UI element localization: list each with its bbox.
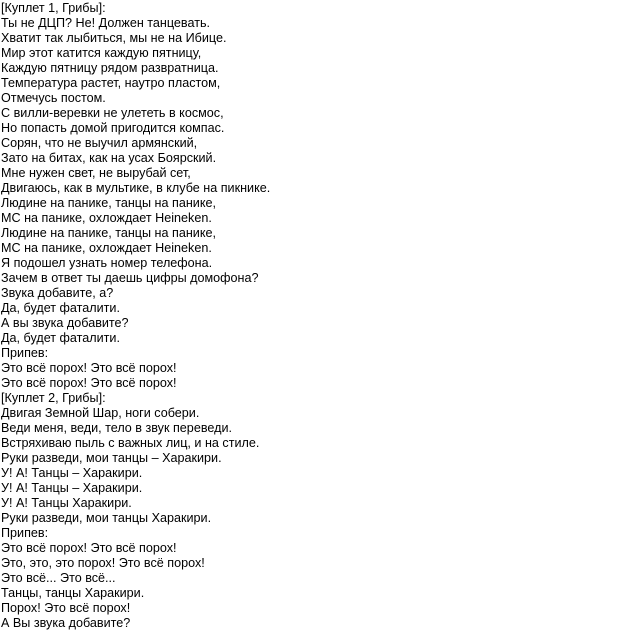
lyric-line: Мне нужен свет, не вырубай сет,	[1, 166, 191, 180]
lyric-line: Встряхиваю пыль с важных лиц, и на стиле.	[1, 436, 260, 450]
lyric-line: Отмечусь постом.	[1, 91, 106, 105]
lyric-line: Да, будет фаталити.	[1, 331, 120, 345]
lyric-line: Хватит так лыбиться, мы не на Ибице.	[1, 31, 227, 45]
lyric-line: Порох! Это всё порох!	[1, 601, 131, 615]
lyric-line: Людине на панике, танцы на панике,	[1, 226, 216, 240]
lyric-line: С вилли-веревки не улететь в космос,	[1, 106, 224, 120]
lyric-line: Двигаюсь, как в мультике, в клубе на пикнике.	[1, 181, 271, 195]
lyric-line: Припев:	[1, 526, 49, 540]
lyric-line: Зато на битах, как на усах Боярский.	[1, 151, 217, 165]
lyric-line: Да, будет фаталити.	[1, 301, 120, 315]
lyric-line: Припев:	[1, 346, 49, 360]
lyrics-text	[1, 1, 270, 631]
lyric-line: У! А! Танцы – Харакири.	[1, 466, 143, 480]
lyric-line: Танцы, танцы Харакири.	[1, 586, 145, 600]
lyric-line: [Куплет 1, Грибы]:	[1, 1, 106, 15]
lyric-line: Двигая Земной Шар, ноги собери.	[1, 406, 200, 420]
lyric-line: МС на панике, охлождает Heineken.	[1, 241, 212, 255]
lyric-line: Я подошел узнать номер телефона.	[1, 256, 213, 270]
lyric-line: Руки разведи, мои танцы Харакири.	[1, 511, 212, 525]
lyric-line: Звука добавите, а?	[1, 286, 114, 300]
lyric-line: Это всё порох! Это всё порох!	[1, 541, 177, 555]
lyric-line: Температура растет, наутро пластом,	[1, 76, 221, 90]
lyric-line: А вы звука добавите?	[1, 316, 129, 330]
lyric-line: Это всё порох! Это всё порох!	[1, 376, 177, 390]
lyric-line: Это всё порох! Это всё порох!	[1, 361, 177, 375]
lyric-line: Веди меня, веди, тело в звук переведи.	[1, 421, 232, 435]
lyric-line: Это, это, это порох! Это всё порох!	[1, 556, 205, 570]
lyric-line: Это всё... Это всё...	[1, 571, 116, 585]
lyric-line: Руки разведи, мои танцы – Харакири.	[1, 451, 222, 465]
lyric-line: Сорян, что не выучил армянский,	[1, 136, 198, 150]
lyric-line: Каждую пятницу рядом развратница.	[1, 61, 219, 75]
lyric-line: Мир этот катится каждую пятницу,	[1, 46, 202, 60]
lyric-line: МС на панике, охлождает Heineken.	[1, 211, 212, 225]
lyric-line: [Куплет 2, Грибы]:	[1, 391, 106, 405]
lyric-line: У! А! Танцы – Харакири.	[1, 481, 143, 495]
lyric-line: А Вы звука добавите?	[1, 616, 131, 630]
lyric-line: Но попасть домой пригодится компас.	[1, 121, 225, 135]
lyric-line: У! А! Танцы Харакири.	[1, 496, 132, 510]
lyric-line: Людине на панике, танцы на панике,	[1, 196, 216, 210]
lyric-line: Зачем в ответ ты даешь цифры домофона?	[1, 271, 259, 285]
lyric-line: Ты не ДЦП? Не! Должен танцевать.	[1, 16, 211, 30]
